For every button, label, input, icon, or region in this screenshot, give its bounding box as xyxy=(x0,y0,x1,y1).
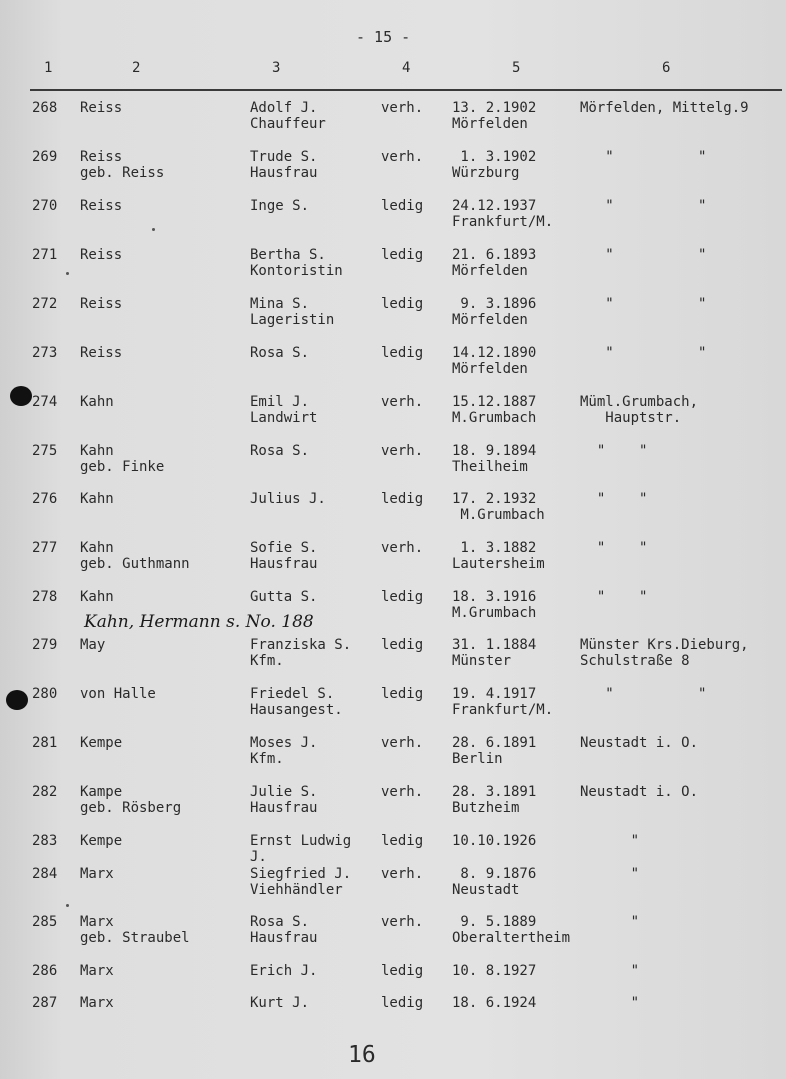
cell-given: Sofie S. xyxy=(250,540,318,556)
handwritten-annotation: Kahn, Hermann s. No. 188 xyxy=(84,612,314,632)
cell-addr: " " xyxy=(580,296,707,312)
cell-given: Inge S. xyxy=(250,198,310,214)
cell-given2: J. xyxy=(250,849,267,865)
paper-speck xyxy=(66,904,69,907)
cell-given: Gutta S. xyxy=(250,589,318,605)
cell-no: 274 xyxy=(32,394,58,410)
cell-no: 268 xyxy=(32,100,58,116)
cell-status: verh. xyxy=(381,866,424,882)
cell-place: Mörfelden xyxy=(452,116,528,132)
cell-name2: geb. Straubel xyxy=(80,930,190,946)
cell-given: Rosa S. xyxy=(250,443,310,459)
cell-name: Kempe xyxy=(80,735,123,751)
cell-given: Julius J. xyxy=(250,491,326,507)
cell-place: Würzburg xyxy=(452,165,520,181)
cell-place: Mörfelden xyxy=(452,312,528,328)
cell-given2: Hausfrau xyxy=(250,165,318,181)
cell-name: Reiss xyxy=(80,247,123,263)
cell-addr: " " xyxy=(580,149,707,165)
cell-addr: " " xyxy=(580,443,648,459)
cell-name: Kempe xyxy=(80,833,123,849)
cell-place: Mörfelden xyxy=(452,361,528,377)
cell-given: Rosa S. xyxy=(250,345,310,361)
cell-name: Reiss xyxy=(80,100,123,116)
cell-given2: Hausfrau xyxy=(250,556,318,572)
cell-status: ledig xyxy=(381,589,424,605)
cell-place: Frankfurt/M. xyxy=(452,214,554,230)
cell-status: verh. xyxy=(381,394,424,410)
cell-addr2: Hauptstr. xyxy=(580,410,682,426)
cell-addr: Neustadt i. O. xyxy=(580,784,699,800)
cell-given: Kurt J. xyxy=(250,995,310,1011)
cell-date: 28. 6.1891 xyxy=(452,735,537,751)
punch-hole-icon xyxy=(10,386,32,406)
cell-place: Mörfelden xyxy=(452,263,528,279)
cell-status: ledig xyxy=(381,637,424,653)
cell-date: 10. 8.1927 xyxy=(452,963,537,979)
column-header-1: 1 xyxy=(44,60,53,76)
cell-place: Münster xyxy=(452,653,512,669)
cell-no: 278 xyxy=(32,589,58,605)
cell-given2: Chauffeur xyxy=(250,116,326,132)
cell-date: 1. 3.1882 xyxy=(452,540,537,556)
cell-addr: " " xyxy=(580,686,707,702)
cell-addr: " " xyxy=(580,491,648,507)
cell-date: 28. 3.1891 xyxy=(452,784,537,800)
cell-addr: " " xyxy=(580,247,707,263)
cell-given: Mina S. xyxy=(250,296,310,312)
cell-date: 31. 1.1884 xyxy=(452,637,537,653)
cell-name2: geb. Finke xyxy=(80,459,165,475)
cell-name: Kahn xyxy=(80,589,114,605)
cell-no: 277 xyxy=(32,540,58,556)
cell-given: Siegfried J. xyxy=(250,866,352,882)
cell-place: Frankfurt/M. xyxy=(452,702,554,718)
cell-date: 18. 3.1916 xyxy=(452,589,537,605)
cell-place: Berlin xyxy=(452,751,503,767)
cell-name: Reiss xyxy=(80,198,123,214)
cell-name: von Halle xyxy=(80,686,156,702)
cell-given: Friedel S. xyxy=(250,686,335,702)
column-header-5: 5 xyxy=(512,60,521,76)
cell-place: Neustadt xyxy=(452,882,520,898)
cell-no: 270 xyxy=(32,198,58,214)
cell-addr: " " xyxy=(580,589,648,605)
cell-status: verh. xyxy=(381,100,424,116)
cell-addr: Mörfelden, Mittelg.9 xyxy=(580,100,749,116)
cell-addr: Neustadt i. O. xyxy=(580,735,699,751)
cell-name: Kahn xyxy=(80,491,114,507)
page-number: - 15 - xyxy=(356,28,411,46)
cell-date: 18. 9.1894 xyxy=(452,443,537,459)
cell-no: 287 xyxy=(32,995,58,1011)
cell-date: 9. 5.1889 xyxy=(452,914,537,930)
cell-no: 271 xyxy=(32,247,58,263)
cell-given2: Lageristin xyxy=(250,312,335,328)
cell-place: Oberaltertheim xyxy=(452,930,571,946)
cell-status: ledig xyxy=(381,963,424,979)
cell-name: Reiss xyxy=(80,149,123,165)
cell-no: 285 xyxy=(32,914,58,930)
cell-place: Butzheim xyxy=(452,800,520,816)
cell-given: Trude S. xyxy=(250,149,318,165)
cell-addr: " xyxy=(580,963,640,979)
cell-status: ledig xyxy=(381,686,424,702)
cell-place: M.Grumbach xyxy=(452,410,537,426)
cell-addr: " " xyxy=(580,198,707,214)
cell-status: ledig xyxy=(381,296,424,312)
cell-status: verh. xyxy=(381,443,424,459)
cell-name2: geb. Reiss xyxy=(80,165,165,181)
cell-date: 21. 6.1893 xyxy=(452,247,537,263)
cell-name: Kahn xyxy=(80,394,114,410)
cell-status: ledig xyxy=(381,491,424,507)
cell-date: 24.12.1937 xyxy=(452,198,537,214)
cell-given: Erich J. xyxy=(250,963,318,979)
cell-given2: Kontoristin xyxy=(250,263,343,279)
cell-name2: geb. Guthmann xyxy=(80,556,190,572)
cell-given: Rosa S. xyxy=(250,914,310,930)
cell-name: Marx xyxy=(80,866,114,882)
footer-page-number: 16 xyxy=(348,1042,376,1068)
cell-status: verh. xyxy=(381,149,424,165)
cell-no: 284 xyxy=(32,866,58,882)
column-header-4: 4 xyxy=(402,60,411,76)
cell-date: 9. 3.1896 xyxy=(452,296,537,312)
cell-no: 286 xyxy=(32,963,58,979)
cell-status: ledig xyxy=(381,995,424,1011)
cell-no: 280 xyxy=(32,686,58,702)
cell-name: Kahn xyxy=(80,443,114,459)
column-header-3: 3 xyxy=(272,60,281,76)
cell-name: Kampe xyxy=(80,784,123,800)
cell-status: ledig xyxy=(381,345,424,361)
cell-no: 281 xyxy=(32,735,58,751)
cell-no: 283 xyxy=(32,833,58,849)
cell-no: 269 xyxy=(32,149,58,165)
cell-name2: geb. Rösberg xyxy=(80,800,182,816)
cell-name: Marx xyxy=(80,963,114,979)
cell-no: 272 xyxy=(32,296,58,312)
cell-no: 282 xyxy=(32,784,58,800)
cell-no: 279 xyxy=(32,637,58,653)
cell-given2: Viehhändler xyxy=(250,882,343,898)
cell-date: 17. 2.1932 xyxy=(452,491,537,507)
cell-given2: Kfm. xyxy=(250,653,284,669)
cell-name: Reiss xyxy=(80,345,123,361)
cell-given2: Kfm. xyxy=(250,751,284,767)
cell-status: ledig xyxy=(381,198,424,214)
cell-status: ledig xyxy=(381,833,424,849)
cell-addr: Münster Krs.Dieburg, xyxy=(580,637,749,653)
cell-no: 273 xyxy=(32,345,58,361)
cell-given2: Hausangest. xyxy=(250,702,343,718)
cell-date: 8. 9.1876 xyxy=(452,866,537,882)
cell-given: Emil J. xyxy=(250,394,310,410)
header-rule xyxy=(30,89,782,91)
cell-addr: " xyxy=(580,995,640,1011)
cell-given: Franziska S. xyxy=(250,637,352,653)
cell-given: Julie S. xyxy=(250,784,318,800)
paper-speck xyxy=(66,272,69,275)
cell-place: M.Grumbach xyxy=(452,605,537,621)
cell-status: verh. xyxy=(381,784,424,800)
cell-status: verh. xyxy=(381,914,424,930)
cell-given: Moses J. xyxy=(250,735,318,751)
cell-date: 10.10.1926 xyxy=(452,833,537,849)
cell-date: 18. 6.1924 xyxy=(452,995,537,1011)
cell-name: Reiss xyxy=(80,296,123,312)
cell-status: verh. xyxy=(381,735,424,751)
cell-given: Adolf J. xyxy=(250,100,318,116)
cell-no: 276 xyxy=(32,491,58,507)
cell-addr: " " xyxy=(580,540,648,556)
cell-given2: Landwirt xyxy=(250,410,318,426)
cell-given: Bertha S. xyxy=(250,247,326,263)
column-header-2: 2 xyxy=(132,60,141,76)
column-header-6: 6 xyxy=(662,60,671,76)
cell-addr: Müml.Grumbach, xyxy=(580,394,699,410)
cell-given: Ernst Ludwig xyxy=(250,833,352,849)
cell-addr: " xyxy=(580,914,640,930)
cell-status: verh. xyxy=(381,540,424,556)
cell-given2: Hausfrau xyxy=(250,930,318,946)
cell-date: 15.12.1887 xyxy=(452,394,537,410)
cell-date: 1. 3.1902 xyxy=(452,149,537,165)
cell-name: Marx xyxy=(80,914,114,930)
cell-addr2: Schulstraße 8 xyxy=(580,653,690,669)
cell-no: 275 xyxy=(32,443,58,459)
paper-speck xyxy=(152,228,155,231)
cell-date: 13. 2.1902 xyxy=(452,100,537,116)
cell-place: M.Grumbach xyxy=(452,507,545,523)
cell-name: Kahn xyxy=(80,540,114,556)
cell-given2: Hausfrau xyxy=(250,800,318,816)
cell-place: Theilheim xyxy=(452,459,528,475)
cell-name: May xyxy=(80,637,106,653)
punch-hole-icon xyxy=(6,690,28,710)
cell-addr: " xyxy=(580,833,640,849)
cell-addr: " xyxy=(580,866,640,882)
cell-name: Marx xyxy=(80,995,114,1011)
cell-date: 19. 4.1917 xyxy=(452,686,537,702)
cell-place: Lautersheim xyxy=(452,556,545,572)
cell-addr: " " xyxy=(580,345,707,361)
cell-status: ledig xyxy=(381,247,424,263)
cell-date: 14.12.1890 xyxy=(452,345,537,361)
